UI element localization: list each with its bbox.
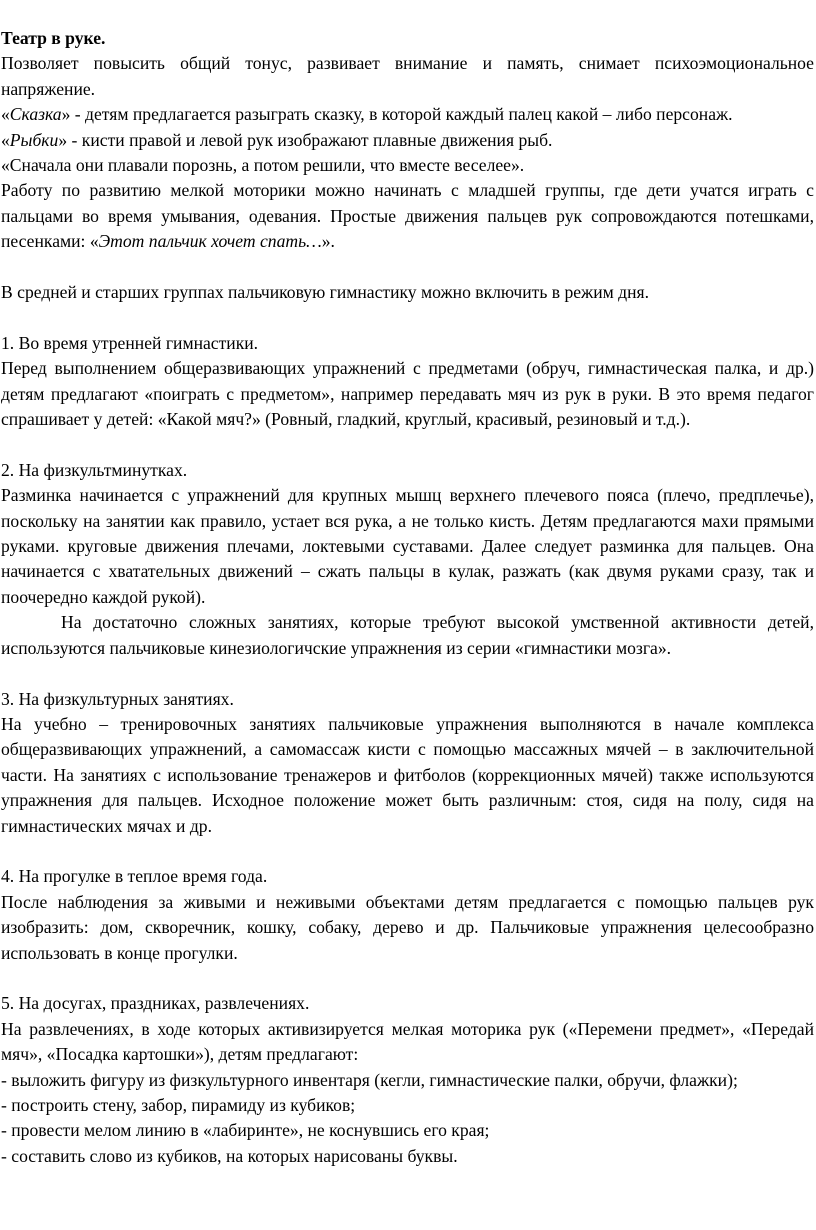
- section-4-text: После наблюдения за живыми и неживыми объектами детям предлагается с помощью пальцев рук изобразить: дом, скворечник, кошку, собаку, дерево и др. Пальчиковые упражнения целесообразно использовать в конце прогулки.: [1, 891, 814, 963]
- spacer: [1, 966, 814, 991]
- section-3-text: На учебно – тренировочных занятиях пальчиковые упражнения выполняются в начале комплекса общеразвивающих упражнений, а самомассаж кисти с помощью массажных мячей – в заключительной части. На занятиях с использование тренажеров и фитболов (коррекционных мячей) также используются упражнения для пальцев. Исходное положение может быть различным: стоя, сидя на полу, сидя на гимнастических мячах и др.: [1, 713, 814, 836]
- rybki-paragraph: «Рыбки» - кисти правой и левой рук изображают плавные движения рыб.: [1, 129, 553, 150]
- section-5-heading: 5. На досугах, праздниках, развлечениях.: [1, 993, 310, 1014]
- list-item: - провести мелом линию в «лабиринте», не коснувшись его края;: [1, 1120, 490, 1141]
- list-item: - выложить фигуру из физкультурного инвентаря (кегли, гимнастические палки, обручи, флажки);: [1, 1069, 738, 1090]
- spacer: [1, 661, 814, 686]
- section-2-text-2: На достаточно сложных занятиях, которые требуют высокой умственной активности детей, используются пальчиковые кинезиологичские упражнения из серии «гимнастики мозга».: [1, 612, 814, 658]
- spacer: [1, 839, 814, 864]
- rybki-text: «Сначала они плавали порознь, а потом решили, что вместе веселее».: [1, 155, 525, 176]
- section-2-heading: 2. На физкультминутках.: [1, 459, 188, 480]
- spacer: [1, 432, 814, 457]
- list-item: - составить слово из кубиков, на которых нарисованы буквы.: [1, 1145, 458, 1166]
- section-2-text: Разминка начинается с упражнений для крупных мышц верхнего плечевого пояса (плечо, предплечье), поскольку на занятии как правило, устает вся рука, а не только кисть. Детям предлагаются махи прямыми руками. круговые движения плечами, локтевыми суставами. Далее следует разминка для пальцев. Она начинается с хватательных движений – сжать пальцы в кулак, разжать (как двумя руками сразу, так и поочередно каждой рукой).: [1, 485, 814, 607]
- list-item: - построить стену, забор, пирамиду из кубиков;: [1, 1094, 356, 1115]
- skazka-name: Сказка: [9, 104, 62, 125]
- skazka-paragraph: «Сказка» - детям предлагается разыграть сказку, в которой каждый палец какой – либо персонаж.: [1, 104, 733, 125]
- doc-title: Театр в руке.: [1, 28, 106, 48]
- section-4-heading: 4. На прогулке в теплое время года.: [1, 866, 268, 887]
- rybki-name: Рыбки: [9, 129, 59, 150]
- junior-rhyme: Этот пальчик хочет спать…: [98, 231, 322, 252]
- junior-paragraph: Работу по развитию мелкой моторики можно начинать с младшей группы, где дети учатся играть с пальцами во время умывания, одевания. Простые движения пальцев рук сопровождаются потешками, песенками: «Этот пальчик хочет спать…».: [1, 180, 814, 252]
- spacer: [1, 305, 814, 330]
- section-1-heading: 1. Во время утренней гимнастики.: [1, 332, 259, 353]
- section-1-text: Перед выполнением общеразвивающих упражнений с предметами (обруч, гимнастическая палка, и др.) детям предлагают «поиграть с предметом», например передавать мяч из рук в руки. В это время педагог спрашивает у детей: «Какой мяч?» (Ровный, гладкий, круглый, красивый, резиновый и т.д.).: [1, 358, 814, 430]
- senior-paragraph: В средней и старших группах пальчиковую гимнастику можно включить в режим дня.: [1, 282, 650, 303]
- section-5-text: На развлечениях, в ходе которых активизируется мелкая моторика рук («Перемени предмет», «Передай мяч», «Посадка картошки»), детям предлагают:: [1, 1018, 814, 1065]
- spacer: [1, 255, 814, 280]
- intro-paragraph: Позволяет повысить общий тонус, развивает внимание и память, снимает психоэмоциональное напряжение.: [1, 53, 814, 99]
- section-3-heading: 3. На физкультурных занятиях.: [1, 688, 234, 709]
